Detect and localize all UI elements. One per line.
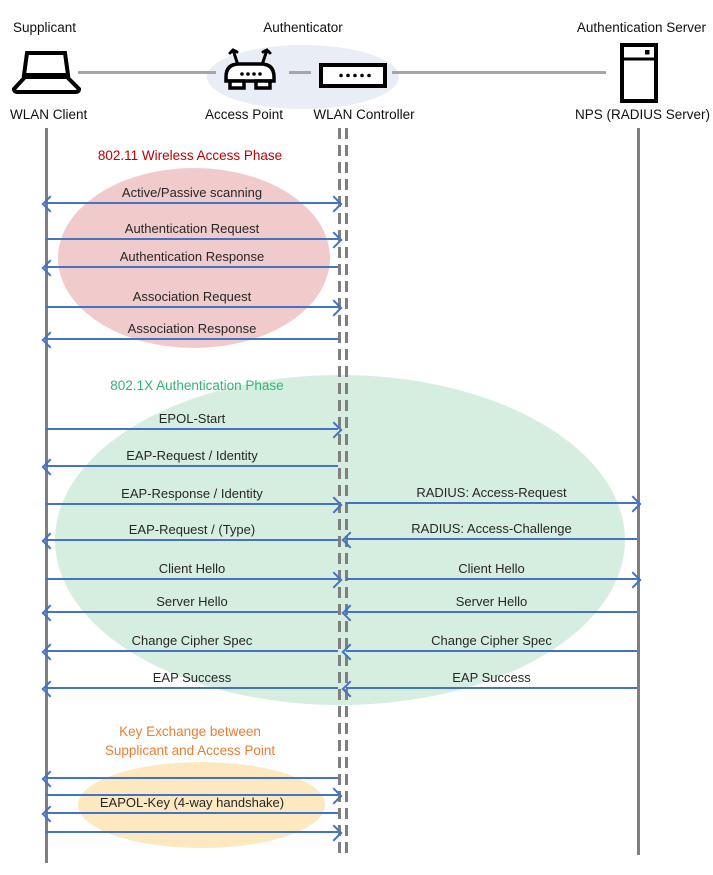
sequence-message (46, 793, 338, 814)
sequence-message (46, 631, 338, 652)
message-label: Active/Passive scanning (121, 185, 263, 200)
message-arrow (346, 687, 637, 689)
node-wlan-client: WLAN Client (10, 107, 88, 122)
sequence-message (46, 319, 338, 340)
message-arrow (46, 578, 338, 580)
sequence-message (346, 559, 637, 580)
sequence-message (46, 592, 338, 613)
sequence-message (346, 631, 637, 652)
message-label: Authentication Response (119, 249, 265, 264)
dot1x-phase-title: 802.1X Authentication Phase (110, 378, 284, 393)
wireless-phase-title: 802.11 Wireless Access Phase (97, 148, 283, 163)
message-arrow (46, 338, 338, 340)
message-label: Authentication Request (124, 221, 260, 236)
key-exchange-title-line1: Key Exchange between (119, 724, 261, 739)
message-arrow (46, 266, 338, 268)
message-label: EAP-Request / Identity (126, 448, 258, 463)
sequence-message (346, 592, 637, 613)
sequence-message (46, 219, 338, 240)
key-exchange-title-line2: Supplicant and Access Point (104, 743, 276, 758)
message-label: EAPOL-Key (4-way handshake) (99, 795, 285, 810)
role-authentication-server: Authentication Server (576, 20, 706, 35)
sequence-message (46, 409, 338, 430)
message-label: Server Hello (156, 594, 228, 609)
message-label: Client Hello (458, 561, 525, 576)
message-label: EAP-Response / Identity (121, 486, 263, 501)
message-label: RADIUS: Access-Challenge (411, 521, 572, 536)
message-label: EAP Success (452, 670, 531, 685)
message-label: Change Cipher Spec (131, 633, 253, 648)
sequence-message (46, 183, 338, 204)
message-arrow (346, 538, 637, 540)
node-nps: NPS (RADIUS Server) (574, 107, 710, 122)
sequence-message (46, 520, 338, 541)
node-access-point: Access Point (204, 107, 284, 122)
message-arrow (46, 539, 338, 541)
sequence-message (46, 668, 338, 689)
sequence-message (46, 446, 338, 467)
role-supplicant: Supplicant (13, 20, 77, 35)
message-arrow (346, 611, 637, 613)
message-label: Client Hello (158, 561, 226, 576)
message-label: RADIUS: Access-Request (416, 485, 567, 500)
arrowhead-right-icon (326, 825, 343, 842)
sequence-message (46, 287, 338, 308)
node-wlan-controller: WLAN Controller (313, 107, 415, 122)
sequence-message (346, 483, 637, 504)
role-authenticator: Authenticator (263, 20, 343, 35)
message-label: Association Response (127, 321, 257, 336)
message-label: Association Request (132, 289, 252, 304)
sequence-message (46, 559, 338, 580)
sequence-message (346, 519, 637, 540)
message-arrow (46, 503, 338, 505)
sequence-message (346, 668, 637, 689)
message-label: EPOL-Start (158, 411, 226, 426)
message-label: Server Hello (455, 594, 528, 609)
message-label: EAP Success (152, 670, 232, 685)
sequence-message (46, 812, 338, 833)
message-arrow (346, 578, 637, 580)
message-arrow (46, 428, 338, 430)
sequence-message (46, 484, 338, 505)
message-arrow (46, 831, 338, 833)
message-arrow (346, 502, 637, 504)
message-arrow (46, 238, 338, 240)
sequence-message (46, 247, 338, 268)
message-arrow (346, 650, 637, 652)
message-label: EAP-Request / (Type) (128, 522, 256, 537)
message-arrow (46, 611, 338, 613)
message-arrow (46, 306, 338, 308)
message-label: Change Cipher Spec (431, 633, 552, 648)
message-arrow (46, 650, 338, 652)
message-arrow (46, 465, 338, 467)
message-arrow (46, 202, 338, 204)
message-arrow (46, 687, 338, 689)
